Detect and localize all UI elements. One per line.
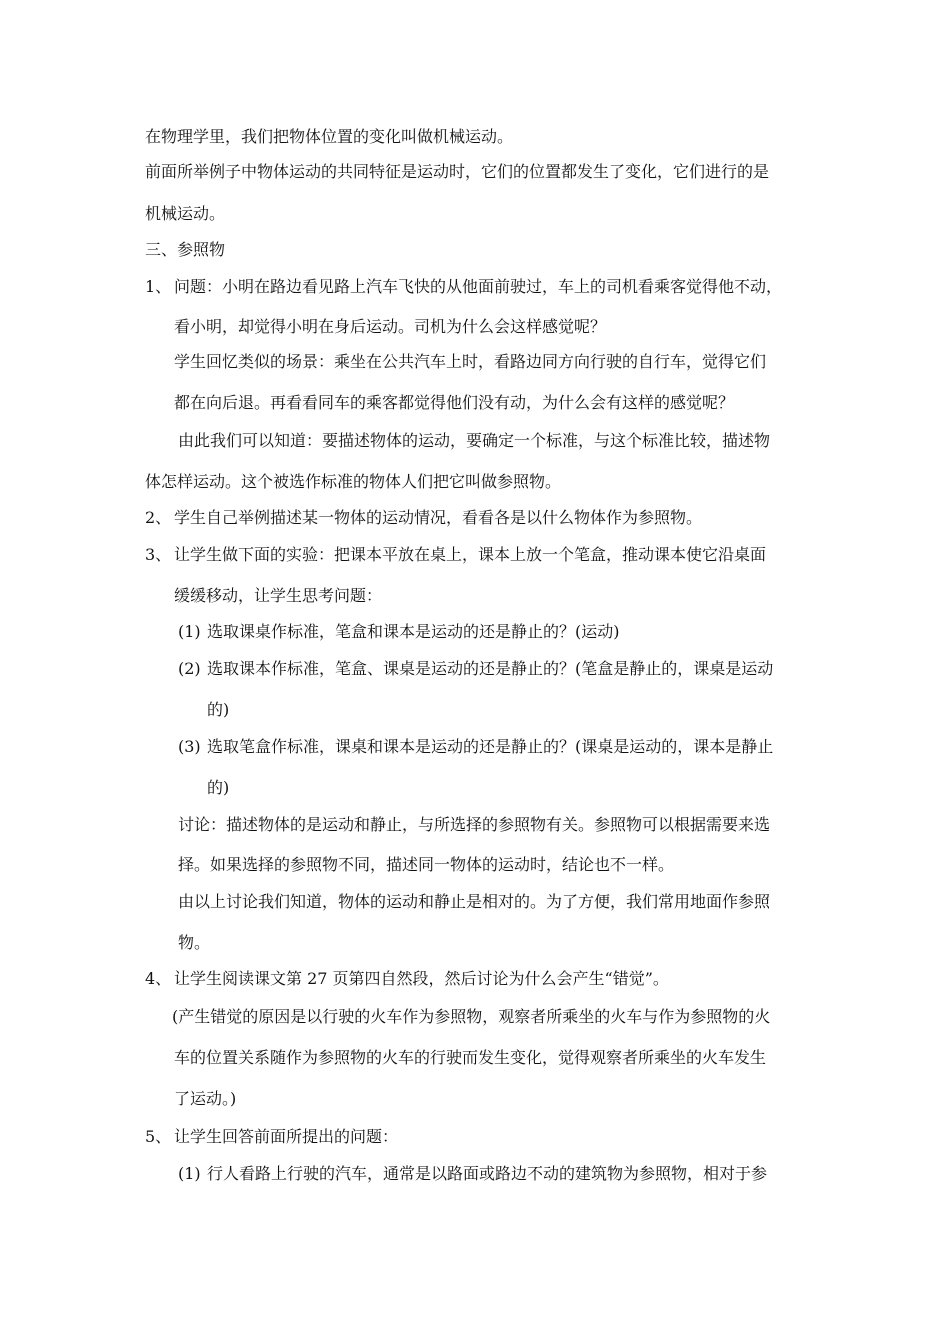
list-item-line: 看小明，却觉得小明在身后运动。司机为什么会这样感觉呢？ bbox=[174, 317, 607, 336]
list-item-line: 让学生阅读课文第 27 页第四自然段，然后讨论为什么会产生“错觉”。 bbox=[174, 969, 669, 988]
list-item-line: 让学生做下面的实验：把课本平放在桌上，课本上放一个笔盒，推动课本使它沿桌面 bbox=[174, 545, 767, 564]
list-item-line: 学生回忆类似的场景：乘坐在公共汽车上时，看路边同方向行驶的自行车，觉得它们 bbox=[174, 352, 767, 371]
list-item-line: 车的位置关系随作为参照物的火车的行驶而发生变化，觉得观察者所乘坐的火车发生 bbox=[174, 1048, 767, 1067]
list-marker: 2、 bbox=[145, 508, 172, 527]
section-heading: 三、参照物 bbox=[145, 240, 226, 259]
list-marker: 4、 bbox=[145, 969, 172, 988]
list-marker: 5、 bbox=[145, 1127, 172, 1146]
discussion-line: 择。如果选择的参照物不同，描述同一物体的运动时，结论也不一样。 bbox=[178, 855, 675, 874]
discussion-line: 由以上讨论我们知道，物体的运动和静止是相对的。为了方便，我们常用地面作参照 bbox=[178, 892, 771, 911]
sub-list-line: 选取课桌作标准，笔盒和课本是运动的还是静止的？(运动) bbox=[207, 622, 620, 641]
sub-list-marker: (3) bbox=[178, 737, 201, 756]
discussion-line: 讨论：描述物体的是运动和静止，与所选择的参照物有关。参照物可以根据需要来选 bbox=[178, 815, 771, 834]
list-item-line: 问题：小明在路边看见路上汽车飞快的从他面前驶过，车上的司机看乘客觉得他不动， bbox=[174, 277, 783, 296]
list-item-line: 由此我们可以知道：要描述物体的运动，要确定一个标准，与这个标准比较，描述物 bbox=[178, 431, 771, 450]
sub-list-marker: (1) bbox=[178, 1164, 201, 1183]
sub-list-line: 行人看路上行驶的汽车，通常是以路面或路边不动的建筑物为参照物，相对于参 bbox=[207, 1164, 768, 1183]
paragraph-line: 前面所举例子中物体运动的共同特征是运动时，它们的位置都发生了变化，它们进行的是 bbox=[145, 162, 770, 181]
paragraph-line: 机械运动。 bbox=[145, 204, 226, 223]
sub-list-line: 选取课本作标准，笔盒、课桌是运动的还是静止的？(笔盒是静止的，课桌是运动 bbox=[207, 659, 774, 678]
paragraph-line: 在物理学里，我们把物体位置的变化叫做机械运动。 bbox=[145, 127, 514, 146]
list-item-line: 让学生回答前面所提出的问题： bbox=[174, 1127, 399, 1146]
list-marker: 1、 bbox=[145, 277, 172, 296]
sub-list-marker: (1) bbox=[178, 622, 201, 641]
sub-list-line: 的) bbox=[207, 700, 230, 719]
list-item-line: (产生错觉的原因是以行驶的火车作为参照物，观察者所乘坐的火车与作为参照物的火 bbox=[172, 1007, 771, 1026]
list-item-line: 了运动。) bbox=[174, 1089, 237, 1108]
sub-list-line: 的) bbox=[207, 778, 230, 797]
list-item-line: 体怎样运动。这个被选作标准的物体人们把它叫做参照物。 bbox=[145, 472, 562, 491]
list-item-line: 缓缓移动，让学生思考问题： bbox=[174, 586, 383, 605]
sub-list-line: 选取笔盒作标准，课桌和课本是运动的还是静止的？(课桌是运动的，课本是静止 bbox=[207, 737, 774, 756]
list-item-line: 都在向后退。再看看同车的乘客都觉得他们没有动，为什么会有这样的感觉呢？ bbox=[174, 393, 735, 412]
list-marker: 3、 bbox=[145, 545, 172, 564]
sub-list-marker: (2) bbox=[178, 659, 201, 678]
list-item-line: 学生自己举例描述某一物体的运动情况，看看各是以什么物体作为参照物。 bbox=[174, 508, 703, 527]
discussion-line: 物。 bbox=[178, 933, 211, 952]
